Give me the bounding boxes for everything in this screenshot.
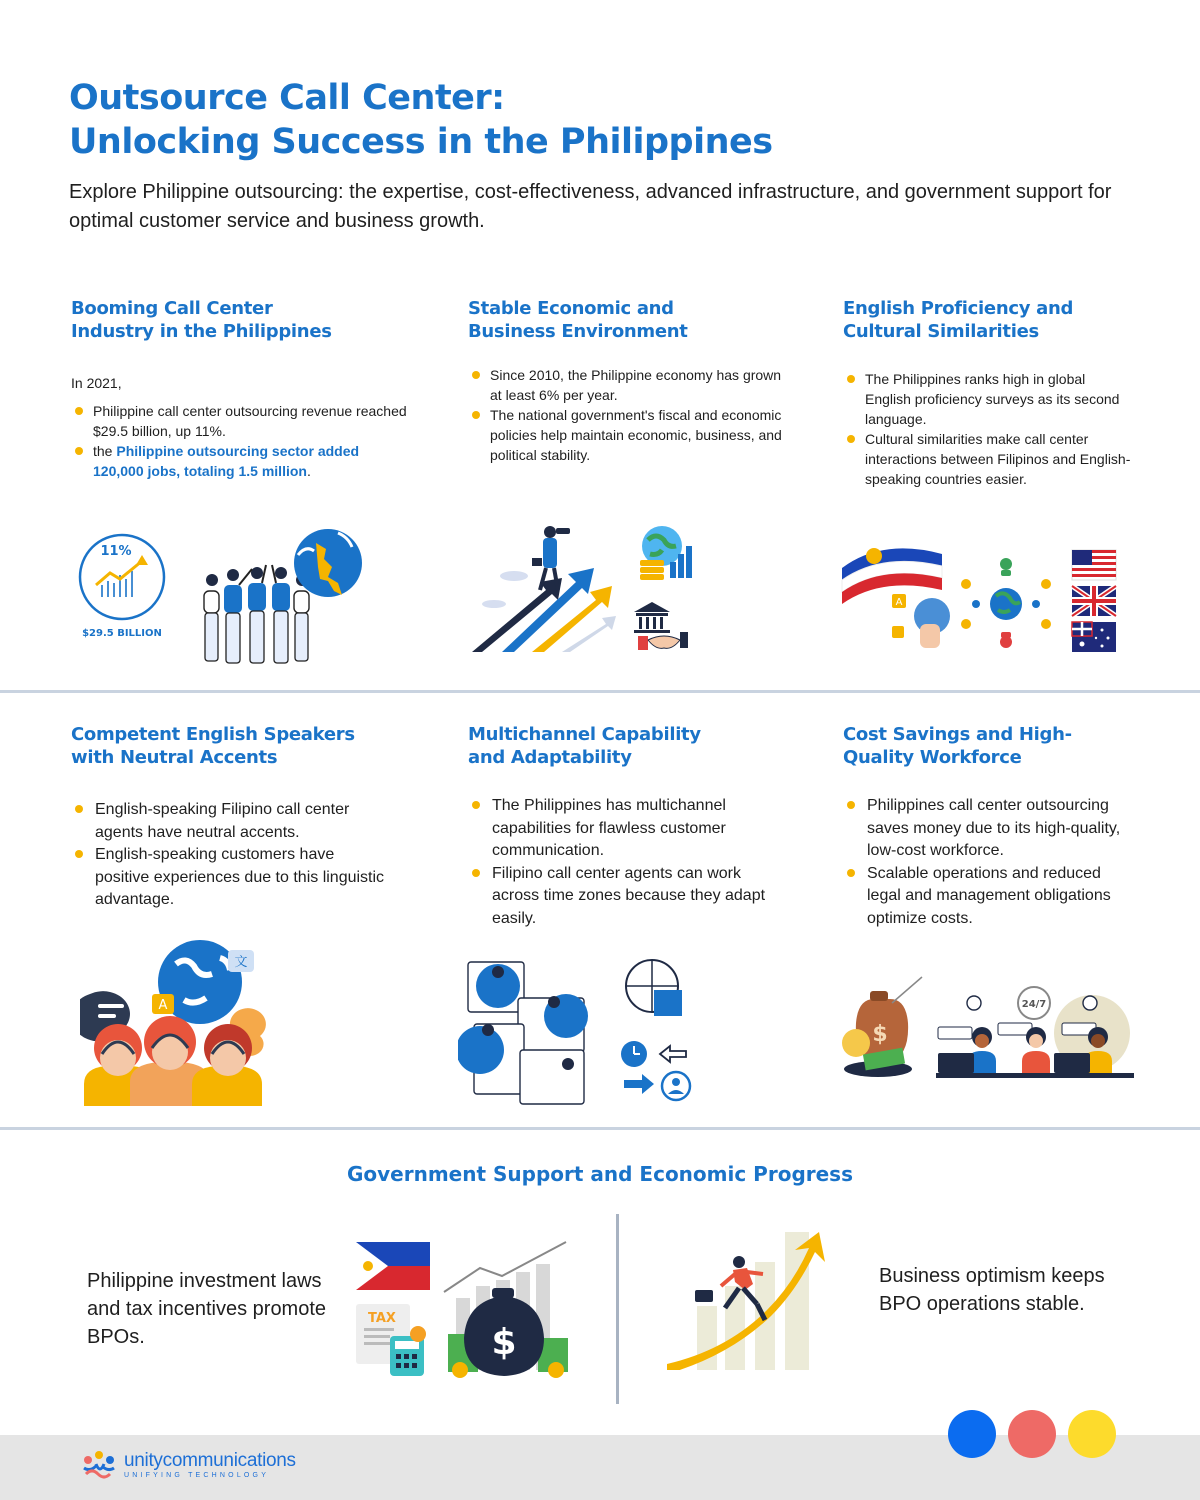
section-stable-economy: [468, 297, 788, 465]
section-title-line: with Neutral Accents: [71, 747, 278, 768]
section-cost-savings: [843, 723, 1138, 930]
svg-text:文: 文: [234, 955, 248, 970]
section-title-line: Multichannel Capability: [468, 724, 701, 745]
government-building-handshake-icon: [634, 602, 688, 650]
section-title-line: Industry in the Philippines: [71, 321, 332, 342]
brand-name-part1: unity: [124, 1450, 163, 1471]
translation-head-icon: [892, 594, 950, 648]
multichannel-illustration: [458, 958, 698, 1106]
global-network-icon: [961, 558, 1051, 648]
page-title: [69, 76, 1129, 164]
company-logo[interactable]: [80, 1450, 296, 1480]
neutral-accent-agents-illustration: [80, 938, 275, 1106]
bullet-list: [468, 365, 788, 465]
bullet-item: Since 2010, the Philippine economy has grown at least 6% per year.: [468, 365, 788, 405]
bullet-text: the: [93, 443, 117, 459]
section-title: [468, 723, 778, 769]
decor-dot-red: [1008, 1410, 1056, 1458]
investment-tax-illustration: [352, 1238, 572, 1380]
bullet-list: [468, 795, 778, 930]
bullet-list: [843, 795, 1138, 930]
us-flag-icon: [1072, 550, 1116, 580]
brand-name: [124, 1451, 296, 1471]
revenue-growth-illustration: [76, 525, 376, 670]
section-title-line: Stable Economic and: [468, 298, 674, 319]
svg-text:$: $: [872, 1022, 888, 1047]
time-zone-icons: [621, 1041, 690, 1100]
tax-document-icon: [356, 1304, 426, 1376]
stat-percent: 11%: [100, 544, 132, 559]
economic-growth-illustration: [466, 520, 698, 658]
bullet-item: English-speaking customers have positive experiences due to this linguistic advantage.: [71, 844, 391, 912]
bullet-item: The Philippines ranks high in global English proficiency surveys as its second language.: [843, 369, 1133, 429]
brand-tagline: UNIFYING TECHNOLOGY: [124, 1472, 270, 1479]
tax-label: TAX: [368, 1311, 396, 1326]
section-title: [843, 297, 1133, 343]
lightbulb-icon: [842, 1029, 870, 1057]
section-neutral-accents: [71, 723, 391, 912]
logo-wordmark: [124, 1451, 296, 1479]
english-culture-illustration: [840, 538, 1120, 656]
title-line-1: Outsource Call Center:: [69, 78, 505, 118]
trend-arrow-icon: [96, 561, 142, 585]
section-multichannel: [468, 723, 778, 930]
team-people-icon: [204, 565, 309, 663]
uk-flag-icon: [1072, 586, 1116, 616]
section-title-line: Business Environment: [468, 321, 688, 342]
bullet-item: Philippine call center outsourcing revenue reached $29.5 billion, up 11%.: [71, 401, 411, 441]
section-title-line: Cost Savings and High-: [843, 724, 1072, 745]
bullet-list: [843, 369, 1133, 489]
bullet-item: Philippines call center outsourcing saves money due to its high-quality, low-cost workforce.: [843, 795, 1138, 863]
government-left-text: Philippine investment laws and tax incentives promote BPOs.: [87, 1270, 327, 1348]
circle-bg-icon: [458, 1026, 504, 1074]
section-title-line: Cultural Similarities: [843, 321, 1039, 342]
highlight-text: Philippine outsourcing sector added 120,000 jobs, totaling 1.5 million: [93, 443, 360, 479]
svg-text:A: A: [158, 998, 168, 1013]
section-english-proficiency: [843, 297, 1133, 489]
bullet-item: Filipino call center agents can work across time zones because they adapt easily.: [468, 863, 778, 931]
bullet-item: The national government's fiscal and economic policies help maintain economic, business, and political stability.: [468, 405, 788, 465]
call-agents-icon: [84, 1016, 262, 1106]
page-header: [69, 76, 1129, 236]
stat-value: $29.5 BILLION: [82, 628, 162, 639]
section-title-line: and Adaptability: [468, 747, 632, 768]
svg-text:A: A: [895, 597, 903, 608]
bullet-item: Cultural similarities make call center interactions between Filipinos and English-speaking countries easier.: [843, 429, 1133, 489]
section-intro: In 2021,: [71, 375, 122, 391]
puzzle-globe-icon: [626, 960, 682, 1016]
clock-label: 24/7: [1021, 999, 1047, 1010]
page-subtitle: Explore Philippine outsourcing: the expertise, cost-effectiveness, advanced infrastructure, and government support for optimal customer service and business growth.: [69, 181, 1112, 232]
decor-dot-blue: [948, 1410, 996, 1458]
philippine-flag-wave-icon: [842, 548, 942, 604]
bullet-text: .: [306, 463, 311, 479]
government-right-text: Business optimism keeps BPO operations stable.: [879, 1265, 1105, 1315]
cloud-icon: [482, 571, 528, 608]
decor-dot-yellow: [1068, 1410, 1116, 1458]
vertical-divider: [616, 1214, 619, 1404]
section-divider: [0, 690, 1200, 693]
section-divider: [0, 1127, 1200, 1130]
bullet-list: [71, 401, 411, 481]
section-booming-industry: [71, 297, 411, 481]
section-title: [71, 297, 411, 343]
section-title-line: Quality Workforce: [843, 747, 1022, 768]
bullet-item: [71, 441, 411, 481]
section-title: [843, 723, 1138, 769]
philippine-flag-icon: [356, 1242, 430, 1290]
section-title: [468, 297, 788, 343]
arrow-head-icon: [136, 555, 148, 565]
bullet-item: The Philippines has multichannel capabilities for flawless customer communication.: [468, 795, 778, 863]
title-line-2: Unlocking Success in the Philippines: [69, 122, 773, 162]
section-title-line: Booming Call Center: [71, 298, 273, 319]
australia-flag-icon: [1072, 622, 1116, 652]
cost-savings-illustration: [840, 975, 1135, 1080]
bullet-list: [71, 799, 391, 912]
bullet-item: Scalable operations and reduced legal and management obligations optimize costs.: [843, 863, 1138, 931]
unity-people-logo-icon: [80, 1450, 118, 1480]
section-title-line: English Proficiency and: [843, 298, 1074, 319]
business-optimism-illustration: [663, 1228, 838, 1370]
svg-text:$: $: [491, 1322, 517, 1363]
government-section-title: Government Support and Economic Progress: [346, 1162, 853, 1186]
brand-name-part2: communications: [162, 1450, 296, 1471]
bullet-item: English-speaking Filipino call center agents have neutral accents.: [71, 799, 391, 844]
trend-line-icon: [892, 977, 922, 1003]
section-title-line: Competent English Speakers: [71, 724, 355, 745]
section-title: [71, 723, 391, 769]
globe-coins-chart-icon: [640, 526, 692, 580]
